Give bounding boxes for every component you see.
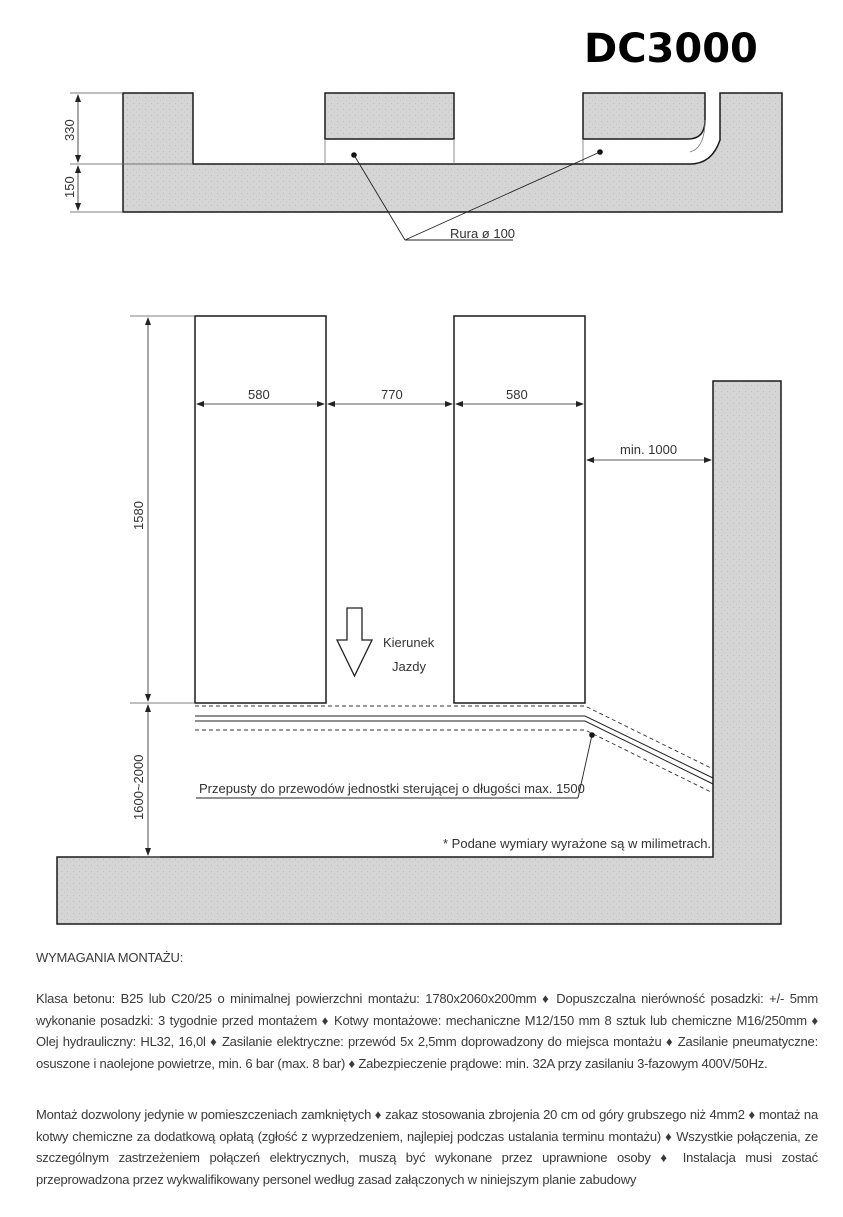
- requirements-paragraph-2: Montaż dozwolony jedynie w pomieszczeniach zamkniętych ♦ zakaz stosowania zbrojenia 20 cm od góry grubszego niż 4mm2 ♦ montaż na kotwy chemiczne za dodatkową opłatą (zgłość z wyprzedzeniem, najlepiej podczas ustalania terminu montażu) ♦ Wszystkie połączenia, ze szczególnym zastrzeżeniem połączeń elektrycznych, muszą być wykonane przez uprawnione osoby ♦ Instalacja musi zostać przeprowadzona przez wykwalifikowany personel według zasad załączonych w niniejszym planie zabudowy: [36, 1107, 818, 1187]
- foundation-block-middle: [325, 93, 454, 139]
- dim-770-label: 770: [381, 387, 403, 402]
- units-note: * Podane wymiary wyrażone są w milimetrach.: [443, 836, 712, 851]
- direction-label-line2: Jazdy: [392, 659, 426, 674]
- foundation-block-right: [583, 93, 705, 139]
- pipe-label: Rura ø 100: [450, 226, 516, 241]
- dim-1600-2000-label: 1600~2000: [131, 754, 146, 820]
- dim-min1000-label: min. 1000: [620, 442, 678, 457]
- requirements-paragraph-1: Klasa betonu: B25 lub C20/25 o minimalnej powierzchni montażu: 1780x2060x200mm ♦ Dopuszczalna nierówność posadzki: +/- 5mm wykonanie posadzki: 3 tygodnie przed montażem ♦ Kotwy montażowe: mechaniczne M12/150 mm 8 sztuk lub chemiczne M16/250mm ♦ Olej hydrauliczny: HL32, 16,0l ♦ Zasilanie elektryczne: przewód 5x 2,5mm doprowadzony do miejsca montażu ♦ Zasilanie pneumatyczne: osuszone i naolejone powietrze, min. 6 bar (max. 8 bar) ♦ Zabezpieczenie prądowe: min. 32A przy zasilaniu 3-fazowym 400V/50Hz.: [36, 991, 818, 1071]
- dim-1580-label: 1580: [131, 501, 146, 530]
- dim-580-right-label: 580: [506, 387, 528, 402]
- model-title: DC3000: [584, 26, 758, 72]
- dim-580-left-label: 580: [248, 387, 270, 402]
- direction-arrow-icon: [337, 608, 372, 676]
- requirements-heading: WYMAGANIA MONTAŻU:: [36, 950, 184, 965]
- dim-330-label: 330: [62, 119, 77, 141]
- column-left: [195, 316, 326, 703]
- direction-label-line1: Kierunek: [383, 635, 435, 650]
- conduit-label: Przepusty do przewodów jednostki sterującej o długości max. 1500: [199, 781, 585, 796]
- dim-150-label: 150: [62, 176, 77, 198]
- column-right: [454, 316, 585, 703]
